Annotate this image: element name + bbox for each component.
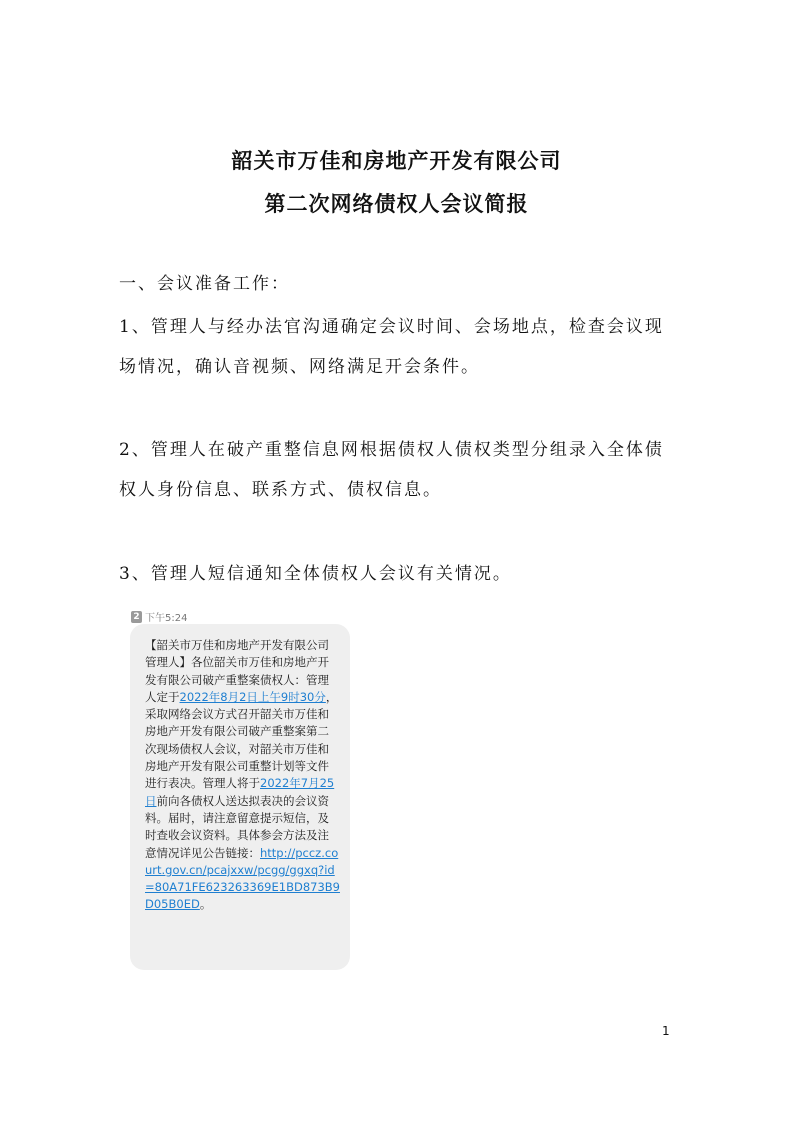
sms-date-link-1[interactable]: 2022年8月2日上午9时30分 [179, 689, 326, 704]
sim-card-icon: 2 [131, 611, 142, 623]
sms-message-bubble [130, 624, 350, 970]
sms-text-part4: 。 [199, 897, 212, 912]
sms-time: 下午5:24 [145, 613, 188, 624]
page-number: 1 [662, 1024, 670, 1038]
sms-text-part3: 前向各债权人送达拟表决的会议资料。届时，请注意留意提示短信，及时查收会议资料。具体参会方法及注意情况详见公告链接： [145, 793, 329, 860]
sms-message-text [145, 637, 340, 914]
sms-text-part2: ，采取网络会议方式召开韶关市万佳和房地产开发有限公司破产重整案第二次现场债权人会议，对韶关市万佳和房地产开发有限公司重整计划等文件进行表决。管理人将于 [145, 689, 338, 791]
document-title-line1: 韶关市万佳和房地产开发有限公司 [231, 149, 562, 173]
item-3: 3、管理人短信通知全体债权人会议有关情况。 [119, 564, 512, 584]
item-2: 2、管理人在破产重整信息网根据债权人债权类型分组录入全体债权人身份信息、联系方式、债权信息。 [119, 440, 664, 500]
document-title-line2: 第二次网络债权人会议简报 [264, 192, 529, 216]
section-heading: 一、会议准备工作： [119, 274, 290, 294]
sms-header [131, 609, 187, 624]
item-1: 1、管理人与经办法官沟通确定会议时间、会场地点，检查会议现场情况，确认音视频、网络满足开会条件。 [119, 317, 664, 377]
sms-text-part1: 【韶关市万佳和房地产开发有限公司管理人】各位韶关市万佳和房地产开发有限公司破产重整案债权人：管理人定于 [145, 638, 329, 704]
sms-date-link-2[interactable]: 2022年7月25日 [145, 776, 335, 808]
sms-url-link[interactable]: http://pccz.court.gov.cn/pcajxxw/pcgg/ggxq?id=80A71FE623263369E1BD873B9D05B0ED [145, 845, 340, 912]
